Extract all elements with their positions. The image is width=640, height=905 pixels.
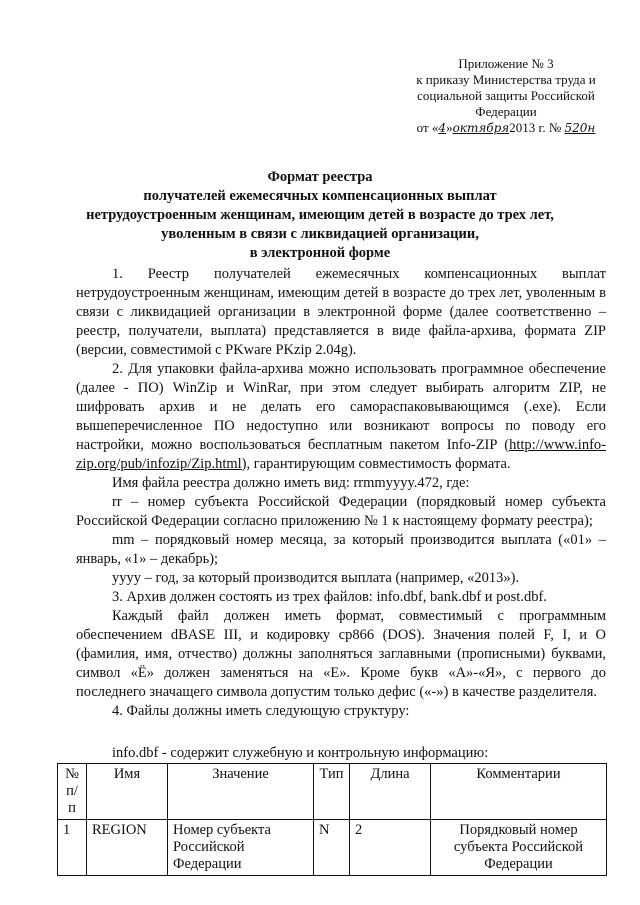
header-length: Длина [350,764,431,820]
handwritten-month: октября [452,121,510,135]
appendix-header [390,56,622,136]
paragraph-3: Имя файла реестра должно иметь вид: rrmmyyyy.472, где: [112,475,470,491]
paragraph-7: 3. Архив должен состоять из трех файлов: info.dbf, bank.dbf и post.dbf. [112,589,547,605]
handwritten-day: 4 [438,121,447,135]
cell-name: REGION [87,820,168,876]
appendix-line-4: Федерации [475,104,537,119]
table-row [58,820,607,876]
cell-length: 2 [350,820,431,876]
title-line-1: Формат реестра [267,169,373,185]
paragraph-8: Каждый файл должен иметь формат, совместимый с программным обеспечением dBASE III, и кодировку cp866 (DOS). Значения полей F, I, и O (фамилия, имя, отчество) должны заполняться заглавными (прописными) буквами, символ «Ё» должен заменяться на «Е». Кроме букв «А»-«Я», с первого до последнего значащего символа допустим только дефис («-») в качестве разделителя. [76,608,606,700]
header-comments: Комментарии [431,764,607,820]
title-line-4: уволенным в связи с ликвидацией организации, [161,226,479,242]
date-mid: » [446,120,453,135]
document-title [40,168,600,263]
table-header-row [58,764,607,820]
title-line-5: в электронной форме [249,245,391,261]
paragraph-2-text: 2. Для упаковки файла-архива можно использовать программное обеспечение (далее - ПО) WinZip и WinRar, при этом следует выбирать алгоритм ZIP, не шифровать архив и не делать его самораспаковывающимся (.exe). Если вышеперечисленное ПО недоступно или возникают вопросы по поводу его настройки, можно воспользоваться бесплатным пакетом Info-ZIP ( [76,361,606,453]
paragraph-9: 4. Файлы должны иметь следующую структуру: [112,703,410,719]
paragraph-5: mm – порядковый номер месяца, за который производится выплата («01» – январь, «1» – декабрь); [76,532,606,567]
table-caption: info.dbf - содержит служебную и контрольную информацию: [112,745,489,761]
title-line-2: получателей ежемесячных компенсационных выплат [143,188,497,204]
header-name: Имя [87,764,168,820]
order-date-line [390,120,622,136]
cell-comments: Порядковый номер субъекта Российской Федерации [431,820,607,876]
header-number: № п/п [58,764,87,820]
paragraph-1: 1. Реестр получателей ежемесячных компенсационных выплат нетрудоустроенным женщинам, имеющим детей в возрасте до трех лет, уволенным в связи с ликвидацией организации в электронной форме (далее соответственно – реестр, получатели, выплата) представляется в виде файла-архива, формата ZIP (версии, совместимой с PKware PKzip 2.04g). [76,266,606,358]
document-body [76,265,606,721]
cell-value: Номер субъекта Российской Федерации [168,820,314,876]
date-year: 2013 г. № [509,120,562,135]
cell-number: 1 [58,820,87,876]
date-prefix: от « [416,120,439,135]
header-type: Тип [314,764,350,820]
paragraph-4: rr – номер субъекта Российской Федерации (порядковый номер субъекта Российской Федерации согласно приложению № 1 к настоящему формату реестра); [76,494,606,529]
paragraph-2-end: ), гарантирующим совместимость формата. [241,456,511,472]
appendix-line-1: Приложение № 3 [458,56,554,71]
appendix-line-3: социальной защиты Российской [417,88,595,103]
title-line-3: нетрудоустроенным женщинам, имеющим детей в возрасте до трех лет, [86,207,554,223]
paragraph-2 [76,360,606,474]
paragraph-6: yyyy – год, за который производится выплата (например, «2013»). [112,570,520,586]
header-value: Значение [168,764,314,820]
info-dbf-structure-table [57,763,607,876]
appendix-line-2: к приказу Министерства труда и [416,72,596,87]
info-zip-link[interactable]: http://www.info-zip.org/pub/infozip/Zip.html [76,437,606,472]
handwritten-number: 520н [564,121,596,135]
cell-type: N [314,820,350,876]
